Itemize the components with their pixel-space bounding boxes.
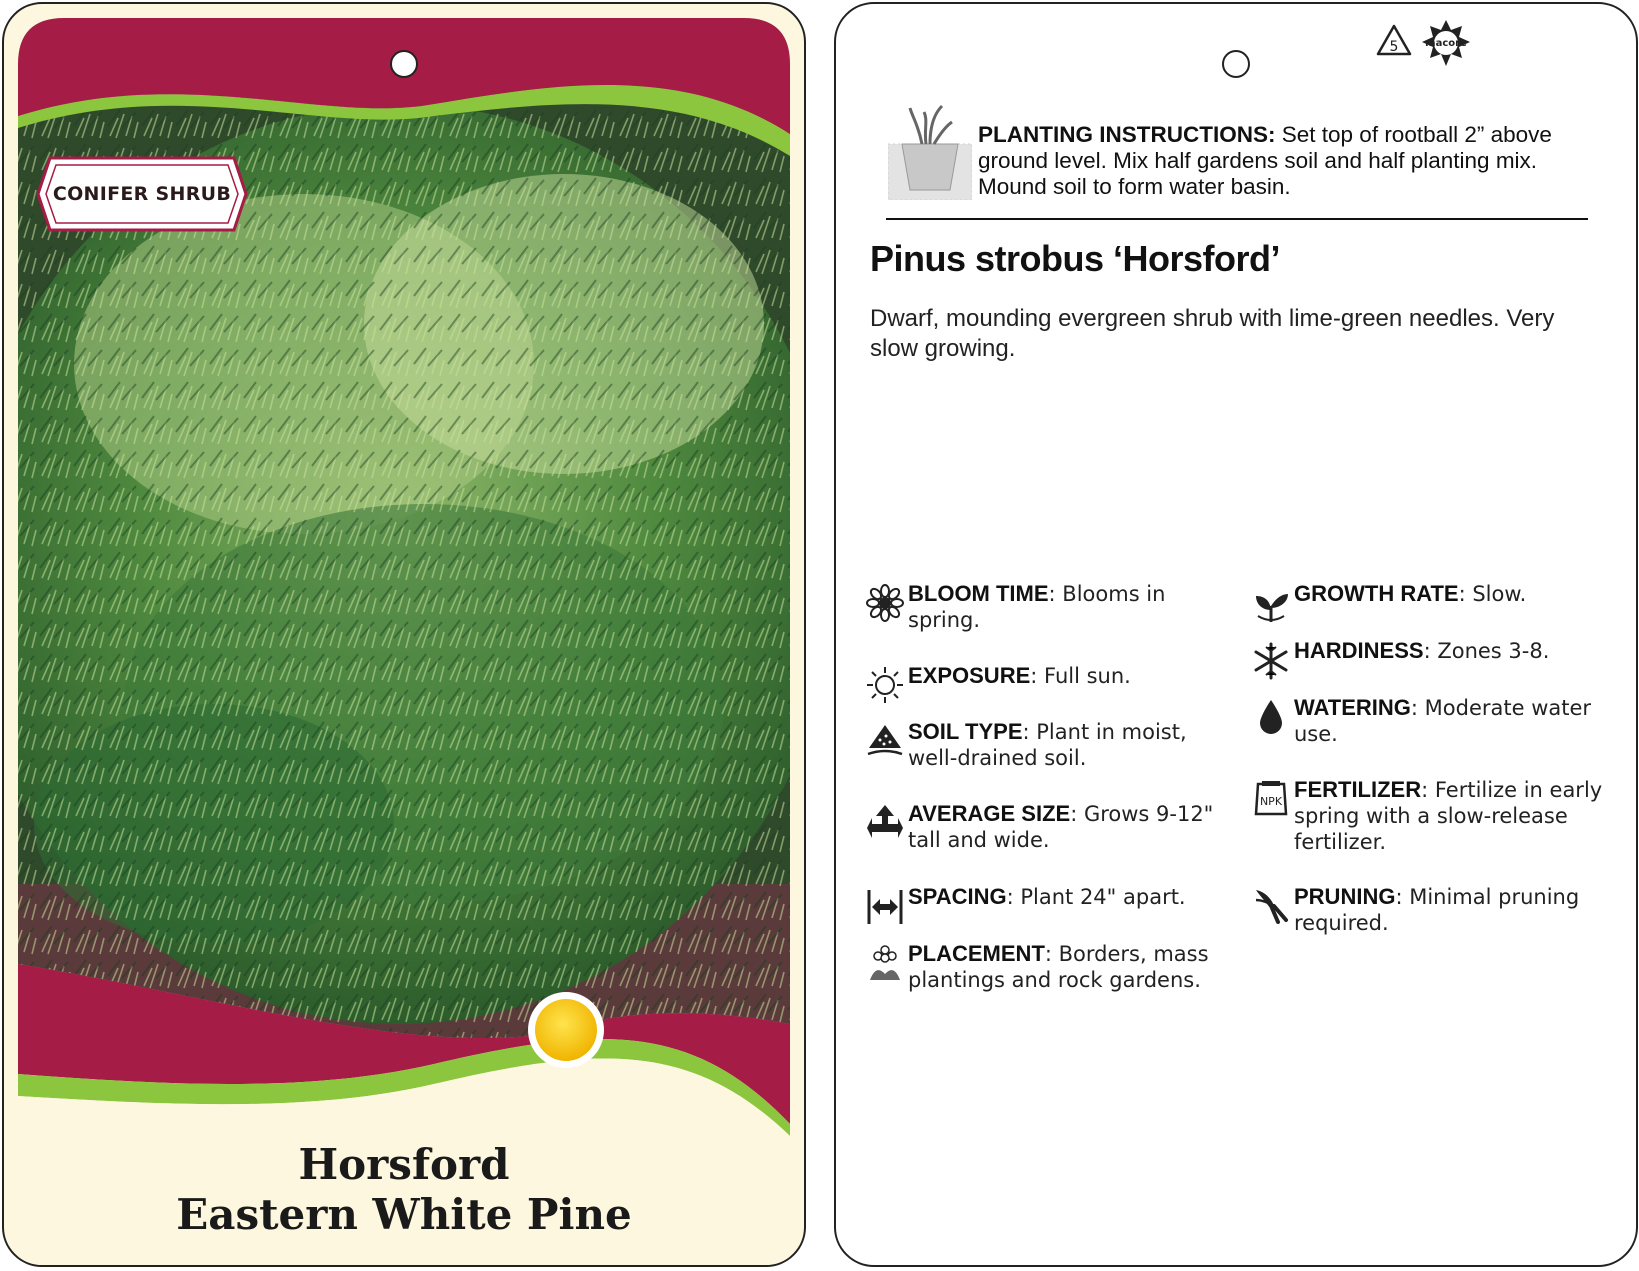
attr-bloom-time [908,581,1228,633]
attr-spacing [908,884,1228,910]
plant-description: Dwarf, mounding evergreen shrub with lime-green needles. Very slow growing. [870,305,1555,362]
attr-label: EXPOSURE [908,663,1031,688]
attr-label: PRUNING [1294,884,1396,909]
attr-watering [1294,695,1624,747]
attr-label: BLOOM TIME [908,581,1049,606]
attr-value: : Minimal pruning required. [1294,885,1580,935]
attr-value: : Blooms in spring. [908,582,1166,632]
svg-text:NPK: NPK [1259,795,1283,808]
planting-instructions [978,122,1578,200]
common-name-line2: Eastern White Pine [176,1190,632,1239]
size-arrows-icon [866,804,904,842]
attr-average-size [908,801,1228,853]
attr-hardiness [1294,638,1624,664]
pruners-icon [1252,886,1290,924]
divider [886,218,1588,220]
attr-label: AVERAGE SIZE [908,801,1071,826]
attr-value: : Plant 24" apart. [1006,885,1186,909]
hang-hole [390,50,418,78]
recycle-icon [1374,22,1414,62]
attr-exposure [908,663,1228,689]
attr-placement [908,941,1228,993]
planting-text: Set top of rootball 2” above ground level. Mix half gardens soil and half planting mix. Mound soil to form water basin. [978,122,1552,199]
botanical-name: Pinus strobus ‘Horsford’ [870,238,1281,279]
attr-value: : Full sun. [1030,664,1131,688]
attr-label: PLACEMENT [908,941,1045,966]
water-drop-icon [1252,698,1290,736]
front-tag [2,2,806,1267]
placement-icon [866,944,904,982]
sprout-icon [1252,586,1290,624]
attr-growth-rate [1294,581,1624,607]
category-badge [36,156,248,232]
attr-soil-type [908,719,1228,771]
soil-icon [866,722,904,760]
attr-label: HARDINESS [1294,638,1424,663]
attr-fertilizer [1294,777,1624,855]
planting-pot-icon [888,104,972,200]
common-name-line1: Horsford [298,1140,510,1189]
attr-value: : Moderate water use. [1294,696,1592,746]
brand-logo-icon [1420,18,1472,68]
flower-icon [866,584,904,622]
attr-label: GROWTH RATE [1294,581,1459,606]
attr-pruning [1294,884,1624,936]
attr-label: SPACING [908,884,1007,909]
brand-name: macore [1425,38,1467,49]
attr-value: : Plant in moist, well-drained soil. [908,720,1187,770]
attr-value: : Fertilize in early spring with a slow-release fertilizer. [1294,778,1603,854]
attr-value: : Grows 9-12" tall and wide. [908,802,1214,852]
back-tag [834,2,1638,1267]
planting-label: PLANTING INSTRUCTIONS: [978,122,1276,147]
snowflake-icon [1252,642,1290,680]
spacing-icon [866,888,904,926]
npk-icon [1252,780,1290,818]
attr-label: WATERING [1294,695,1411,720]
badge-label: CONIFER SHRUB [52,183,232,205]
sun-icon [866,666,904,704]
attr-label: FERTILIZER [1294,777,1422,802]
recycle-code: 5 [1389,39,1399,55]
attr-label: SOIL TYPE [908,719,1023,744]
attr-value: : Zones 3-8. [1423,639,1550,663]
hang-hole [1222,50,1250,78]
attr-value: : Slow. [1458,582,1527,606]
attr-value: : Borders, mass plantings and rock gardens. [908,942,1209,992]
